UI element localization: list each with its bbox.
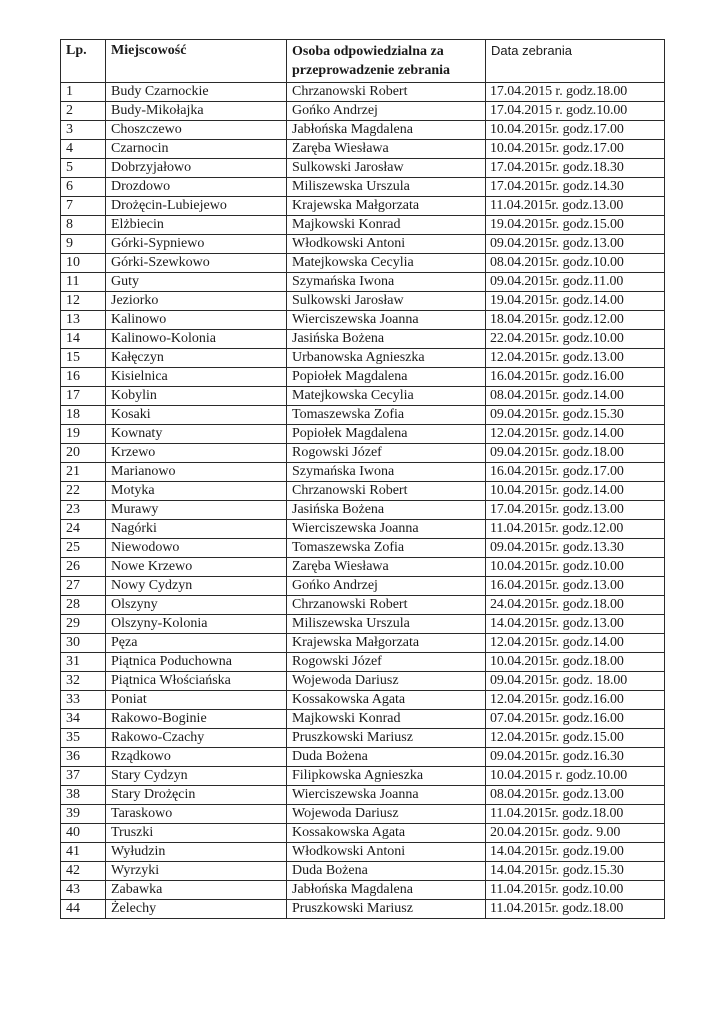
cell-lp: 40	[61, 824, 106, 843]
cell-location: Truszki	[106, 824, 287, 843]
table-row	[61, 387, 665, 406]
cell-person: Miliszewska Urszula	[287, 615, 486, 634]
cell-date: 16.04.2015r. godz.16.00	[486, 368, 665, 387]
table-row	[61, 900, 665, 919]
cell-lp: 37	[61, 767, 106, 786]
cell-person: Matejkowska Cecylia	[287, 254, 486, 273]
table-row	[61, 577, 665, 596]
cell-date: 14.04.2015r. godz.13.00	[486, 615, 665, 634]
cell-person: Jasińska Bożena	[287, 501, 486, 520]
cell-lp: 5	[61, 159, 106, 178]
cell-person: Wierciszewska Joanna	[287, 520, 486, 539]
cell-person: Jasińska Bożena	[287, 330, 486, 349]
cell-date: 12.04.2015r. godz.14.00	[486, 634, 665, 653]
table-row	[61, 767, 665, 786]
cell-lp: 11	[61, 273, 106, 292]
cell-person: Pruszkowski Mariusz	[287, 900, 486, 919]
cell-lp: 2	[61, 102, 106, 121]
cell-location: Drozdowo	[106, 178, 287, 197]
table-row	[61, 748, 665, 767]
cell-date: 22.04.2015r. godz.10.00	[486, 330, 665, 349]
cell-lp: 28	[61, 596, 106, 615]
table-row	[61, 368, 665, 387]
table-body	[61, 83, 665, 919]
cell-lp: 21	[61, 463, 106, 482]
cell-location: Guty	[106, 273, 287, 292]
cell-date: 09.04.2015r. godz. 18.00	[486, 672, 665, 691]
cell-date: 14.04.2015r. godz.19.00	[486, 843, 665, 862]
cell-person: Rogowski Józef	[287, 653, 486, 672]
cell-date: 18.04.2015r. godz.12.00	[486, 311, 665, 330]
table-row	[61, 482, 665, 501]
cell-lp: 44	[61, 900, 106, 919]
cell-date: 09.04.2015r. godz.16.30	[486, 748, 665, 767]
table-row	[61, 216, 665, 235]
cell-location: Wyłudzin	[106, 843, 287, 862]
cell-lp: 32	[61, 672, 106, 691]
cell-person: Urbanowska Agnieszka	[287, 349, 486, 368]
cell-date: 09.04.2015r. godz.11.00	[486, 273, 665, 292]
cell-date: 10.04.2015r. godz.14.00	[486, 482, 665, 501]
cell-person: Jabłońska Magdalena	[287, 881, 486, 900]
cell-date: 11.04.2015r. godz.12.00	[486, 520, 665, 539]
header-date: Data zebrania	[486, 40, 665, 83]
cell-location: Choszczewo	[106, 121, 287, 140]
cell-person: Włodkowski Antoni	[287, 843, 486, 862]
cell-location: Budy Czarnockie	[106, 83, 287, 102]
cell-person: Wojewoda Dariusz	[287, 672, 486, 691]
table-row	[61, 425, 665, 444]
cell-lp: 13	[61, 311, 106, 330]
cell-lp: 31	[61, 653, 106, 672]
cell-person: Majkowski Konrad	[287, 216, 486, 235]
cell-lp: 4	[61, 140, 106, 159]
cell-location: Rakowo-Czachy	[106, 729, 287, 748]
cell-location: Pęza	[106, 634, 287, 653]
cell-location: Kobylin	[106, 387, 287, 406]
cell-person: Pruszkowski Mariusz	[287, 729, 486, 748]
table-row	[61, 843, 665, 862]
cell-person: Gońko Andrzej	[287, 102, 486, 121]
cell-lp: 39	[61, 805, 106, 824]
cell-location: Olszyny-Kolonia	[106, 615, 287, 634]
table-row	[61, 178, 665, 197]
cell-location: Górki-Szewkowo	[106, 254, 287, 273]
cell-date: 10.04.2015 r. godz.10.00	[486, 767, 665, 786]
cell-location: Krzewo	[106, 444, 287, 463]
table-row	[61, 653, 665, 672]
table-row	[61, 729, 665, 748]
table-row	[61, 786, 665, 805]
cell-date: 12.04.2015r. godz.13.00	[486, 349, 665, 368]
cell-person: Zaręba Wiesława	[287, 140, 486, 159]
cell-date: 11.04.2015r. godz.10.00	[486, 881, 665, 900]
cell-date: 10.04.2015r. godz.18.00	[486, 653, 665, 672]
cell-location: Stary Drożęcin	[106, 786, 287, 805]
cell-lp: 1	[61, 83, 106, 102]
cell-lp: 34	[61, 710, 106, 729]
cell-person: Wierciszewska Joanna	[287, 311, 486, 330]
cell-location: Żelechy	[106, 900, 287, 919]
header-lp: Lp.	[61, 40, 106, 83]
cell-person: Popiołek Magdalena	[287, 368, 486, 387]
cell-date: 10.04.2015r. godz.10.00	[486, 558, 665, 577]
cell-person: Duda Bożena	[287, 748, 486, 767]
table-row	[61, 463, 665, 482]
cell-person: Szymańska Iwona	[287, 273, 486, 292]
cell-date: 12.04.2015r. godz.15.00	[486, 729, 665, 748]
cell-lp: 18	[61, 406, 106, 425]
cell-date: 10.04.2015r. godz.17.00	[486, 140, 665, 159]
cell-location: Piątnica Poduchowna	[106, 653, 287, 672]
cell-location: Kownaty	[106, 425, 287, 444]
cell-location: Rakowo-Boginie	[106, 710, 287, 729]
cell-lp: 33	[61, 691, 106, 710]
cell-person: Wojewoda Dariusz	[287, 805, 486, 824]
cell-lp: 10	[61, 254, 106, 273]
cell-date: 14.04.2015r. godz.15.30	[486, 862, 665, 881]
table-row	[61, 672, 665, 691]
header-responsible: Osoba odpowiedzialna za przeprowadzenie zebrania	[287, 40, 486, 83]
cell-date: 24.04.2015r. godz.18.00	[486, 596, 665, 615]
table-row	[61, 881, 665, 900]
table-row	[61, 254, 665, 273]
cell-date: 08.04.2015r. godz.10.00	[486, 254, 665, 273]
cell-person: Sulkowski Jarosław	[287, 292, 486, 311]
table-row	[61, 539, 665, 558]
table-row	[61, 824, 665, 843]
cell-person: Tomaszewska Zofia	[287, 406, 486, 425]
cell-lp: 20	[61, 444, 106, 463]
cell-person: Krajewska Małgorzata	[287, 634, 486, 653]
cell-lp: 43	[61, 881, 106, 900]
cell-location: Kosaki	[106, 406, 287, 425]
cell-person: Chrzanowski Robert	[287, 482, 486, 501]
cell-person: Majkowski Konrad	[287, 710, 486, 729]
cell-person: Jabłońska Magdalena	[287, 121, 486, 140]
cell-person: Zaręba Wiesława	[287, 558, 486, 577]
cell-date: 19.04.2015r. godz.15.00	[486, 216, 665, 235]
table-row	[61, 501, 665, 520]
cell-date: 16.04.2015r. godz.17.00	[486, 463, 665, 482]
cell-location: Poniat	[106, 691, 287, 710]
cell-date: 07.04.2015r. godz.16.00	[486, 710, 665, 729]
table-row	[61, 444, 665, 463]
table-row	[61, 330, 665, 349]
cell-date: 17.04.2015 r. godz.10.00	[486, 102, 665, 121]
cell-date: 11.04.2015r. godz.13.00	[486, 197, 665, 216]
cell-person: Matejkowska Cecylia	[287, 387, 486, 406]
cell-location: Zabawka	[106, 881, 287, 900]
cell-date: 12.04.2015r. godz.14.00	[486, 425, 665, 444]
cell-date: 10.04.2015r. godz.17.00	[486, 121, 665, 140]
cell-location: Marianowo	[106, 463, 287, 482]
cell-date: 19.04.2015r. godz.14.00	[486, 292, 665, 311]
cell-person: Krajewska Małgorzata	[287, 197, 486, 216]
cell-location: Piątnica Włościańska	[106, 672, 287, 691]
cell-location: Wyrzyki	[106, 862, 287, 881]
cell-person: Kossakowska Agata	[287, 824, 486, 843]
cell-person: Kossakowska Agata	[287, 691, 486, 710]
table-row	[61, 862, 665, 881]
cell-date: 20.04.2015r. godz. 9.00	[486, 824, 665, 843]
cell-lp: 19	[61, 425, 106, 444]
cell-lp: 42	[61, 862, 106, 881]
cell-lp: 24	[61, 520, 106, 539]
table-row	[61, 691, 665, 710]
table-row	[61, 520, 665, 539]
cell-lp: 16	[61, 368, 106, 387]
table-header-row	[61, 40, 665, 83]
cell-location: Budy-Mikołajka	[106, 102, 287, 121]
cell-lp: 30	[61, 634, 106, 653]
cell-location: Nagórki	[106, 520, 287, 539]
cell-date: 11.04.2015r. godz.18.00	[486, 805, 665, 824]
cell-date: 17.04.2015r. godz.14.30	[486, 178, 665, 197]
cell-person: Gońko Andrzej	[287, 577, 486, 596]
cell-location: Kalinowo-Kolonia	[106, 330, 287, 349]
cell-date: 17.04.2015r. godz.18.30	[486, 159, 665, 178]
cell-location: Jeziorko	[106, 292, 287, 311]
cell-date: 12.04.2015r. godz.16.00	[486, 691, 665, 710]
cell-location: Elżbiecin	[106, 216, 287, 235]
cell-location: Murawy	[106, 501, 287, 520]
cell-date: 09.04.2015r. godz.18.00	[486, 444, 665, 463]
cell-location: Nowe Krzewo	[106, 558, 287, 577]
meetings-table	[60, 39, 665, 919]
cell-lp: 23	[61, 501, 106, 520]
cell-lp: 29	[61, 615, 106, 634]
table-row	[61, 615, 665, 634]
cell-location: Taraskowo	[106, 805, 287, 824]
cell-lp: 7	[61, 197, 106, 216]
cell-date: 17.04.2015r. godz.13.00	[486, 501, 665, 520]
cell-person: Tomaszewska Zofia	[287, 539, 486, 558]
table-row	[61, 159, 665, 178]
table-row	[61, 805, 665, 824]
cell-person: Filipkowska Agnieszka	[287, 767, 486, 786]
table-row	[61, 710, 665, 729]
cell-location: Drożęcin-Lubiejewo	[106, 197, 287, 216]
cell-person: Popiołek Magdalena	[287, 425, 486, 444]
cell-person: Szymańska Iwona	[287, 463, 486, 482]
cell-location: Olszyny	[106, 596, 287, 615]
cell-person: Rogowski Józef	[287, 444, 486, 463]
cell-lp: 12	[61, 292, 106, 311]
header-location: Miejscowość	[106, 40, 287, 83]
cell-lp: 6	[61, 178, 106, 197]
cell-location: Czarnocin	[106, 140, 287, 159]
cell-lp: 27	[61, 577, 106, 596]
cell-lp: 9	[61, 235, 106, 254]
table-row	[61, 311, 665, 330]
cell-location: Niewodowo	[106, 539, 287, 558]
cell-date: 08.04.2015r. godz.14.00	[486, 387, 665, 406]
table-row	[61, 121, 665, 140]
cell-location: Motyka	[106, 482, 287, 501]
table-row	[61, 634, 665, 653]
cell-lp: 41	[61, 843, 106, 862]
cell-location: Górki-Sypniewo	[106, 235, 287, 254]
cell-location: Kalinowo	[106, 311, 287, 330]
cell-lp: 38	[61, 786, 106, 805]
cell-person: Chrzanowski Robert	[287, 83, 486, 102]
cell-date: 09.04.2015r. godz.13.30	[486, 539, 665, 558]
cell-lp: 17	[61, 387, 106, 406]
cell-lp: 22	[61, 482, 106, 501]
cell-person: Wierciszewska Joanna	[287, 786, 486, 805]
cell-date: 09.04.2015r. godz.15.30	[486, 406, 665, 425]
cell-lp: 26	[61, 558, 106, 577]
cell-person: Sulkowski Jarosław	[287, 159, 486, 178]
table-row	[61, 349, 665, 368]
cell-person: Chrzanowski Robert	[287, 596, 486, 615]
table-row	[61, 140, 665, 159]
cell-date: 09.04.2015r. godz.13.00	[486, 235, 665, 254]
cell-lp: 14	[61, 330, 106, 349]
table-row	[61, 596, 665, 615]
cell-date: 11.04.2015r. godz.18.00	[486, 900, 665, 919]
cell-location: Nowy Cydzyn	[106, 577, 287, 596]
table-row	[61, 197, 665, 216]
table-row	[61, 273, 665, 292]
cell-lp: 36	[61, 748, 106, 767]
table-row	[61, 558, 665, 577]
cell-location: Kisielnica	[106, 368, 287, 387]
cell-date: 16.04.2015r. godz.13.00	[486, 577, 665, 596]
table-row	[61, 235, 665, 254]
table-row	[61, 406, 665, 425]
cell-person: Miliszewska Urszula	[287, 178, 486, 197]
cell-lp: 3	[61, 121, 106, 140]
cell-date: 17.04.2015 r. godz.18.00	[486, 83, 665, 102]
cell-location: Rządkowo	[106, 748, 287, 767]
cell-location: Kałęczyn	[106, 349, 287, 368]
cell-lp: 35	[61, 729, 106, 748]
cell-lp: 25	[61, 539, 106, 558]
table-row	[61, 292, 665, 311]
cell-person: Duda Bożena	[287, 862, 486, 881]
cell-location: Dobrzyjałowo	[106, 159, 287, 178]
cell-person: Włodkowski Antoni	[287, 235, 486, 254]
cell-lp: 8	[61, 216, 106, 235]
cell-date: 08.04.2015r. godz.13.00	[486, 786, 665, 805]
table-row	[61, 83, 665, 102]
cell-location: Stary Cydzyn	[106, 767, 287, 786]
table-row	[61, 102, 665, 121]
cell-lp: 15	[61, 349, 106, 368]
